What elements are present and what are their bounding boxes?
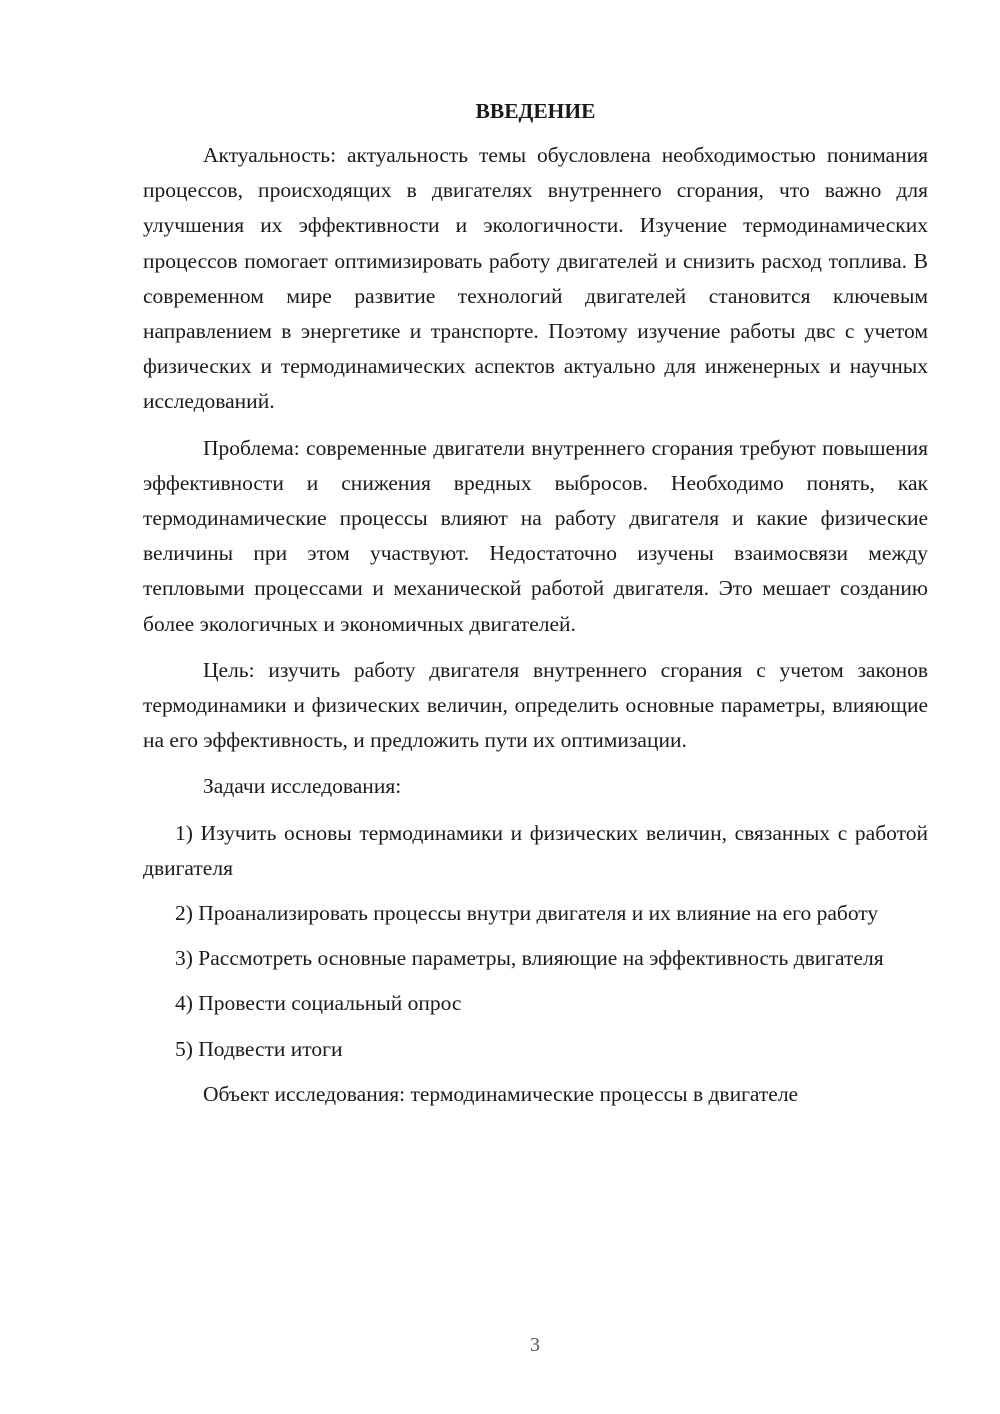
relevance-paragraph: Актуальность: актуальность темы обусловлена необходимостью понимания процессов, происходящих в двигателях внутреннего сгорания, что важно для улучшения их эффективности и экологичности. Изучение термодинамических процессов помогает оптимизировать работу двигателей и снизить расход топлива. В современном мире развитие технологий двигателей становится ключевым направлением в энергетике и транспорте. Поэтому изучение работы двс с учетом физических и термодинамических аспектов актуально для инженерных и научных исследований. <box>143 143 928 414</box>
task-item: 2) Проанализировать процессы внутри двигателя и их влияние на его работу <box>175 901 879 926</box>
goal-paragraph: Цель: изучить работу двигателя внутреннего сгорания с учетом законов термодинамики и физических величин, определить основные параметры, влияющие на его эффективность, и предложить пути их оптимизации. <box>143 657 928 753</box>
page-number: 3 <box>530 1334 540 1356</box>
tasks-list <box>143 816 928 1067</box>
document-body <box>143 94 928 1123</box>
object-paragraph: Объект исследования: термодинамические процессы в двигателе <box>203 1081 799 1106</box>
task-item: 5) Подвести итоги <box>175 1036 343 1061</box>
task-item: 3) Рассмотреть основные параметры, влияющие на эффективность двигателя <box>175 946 884 971</box>
problem-paragraph: Проблема: современные двигатели внутреннего сгорания требуют повышения эффективности и снижения вредных выбросов. Необходимо понять, как термодинамические процессы влияют на работу двигателя и какие физические величины при этом участвуют. Недостаточно изучены взаимосвязи между тепловыми процессами и механической работой двигателя. Это мешает созданию более экологичных и экономичных двигателей. <box>143 435 928 636</box>
task-item: 1) Изучить основы термодинамики и физических величин, связанных с работой двигателя <box>143 820 928 880</box>
tasks-title: Задачи исследования: <box>203 774 402 799</box>
section-heading: ВВЕДЕНИЕ <box>475 99 596 123</box>
task-item: 4) Провести социальный опрос <box>175 991 462 1016</box>
